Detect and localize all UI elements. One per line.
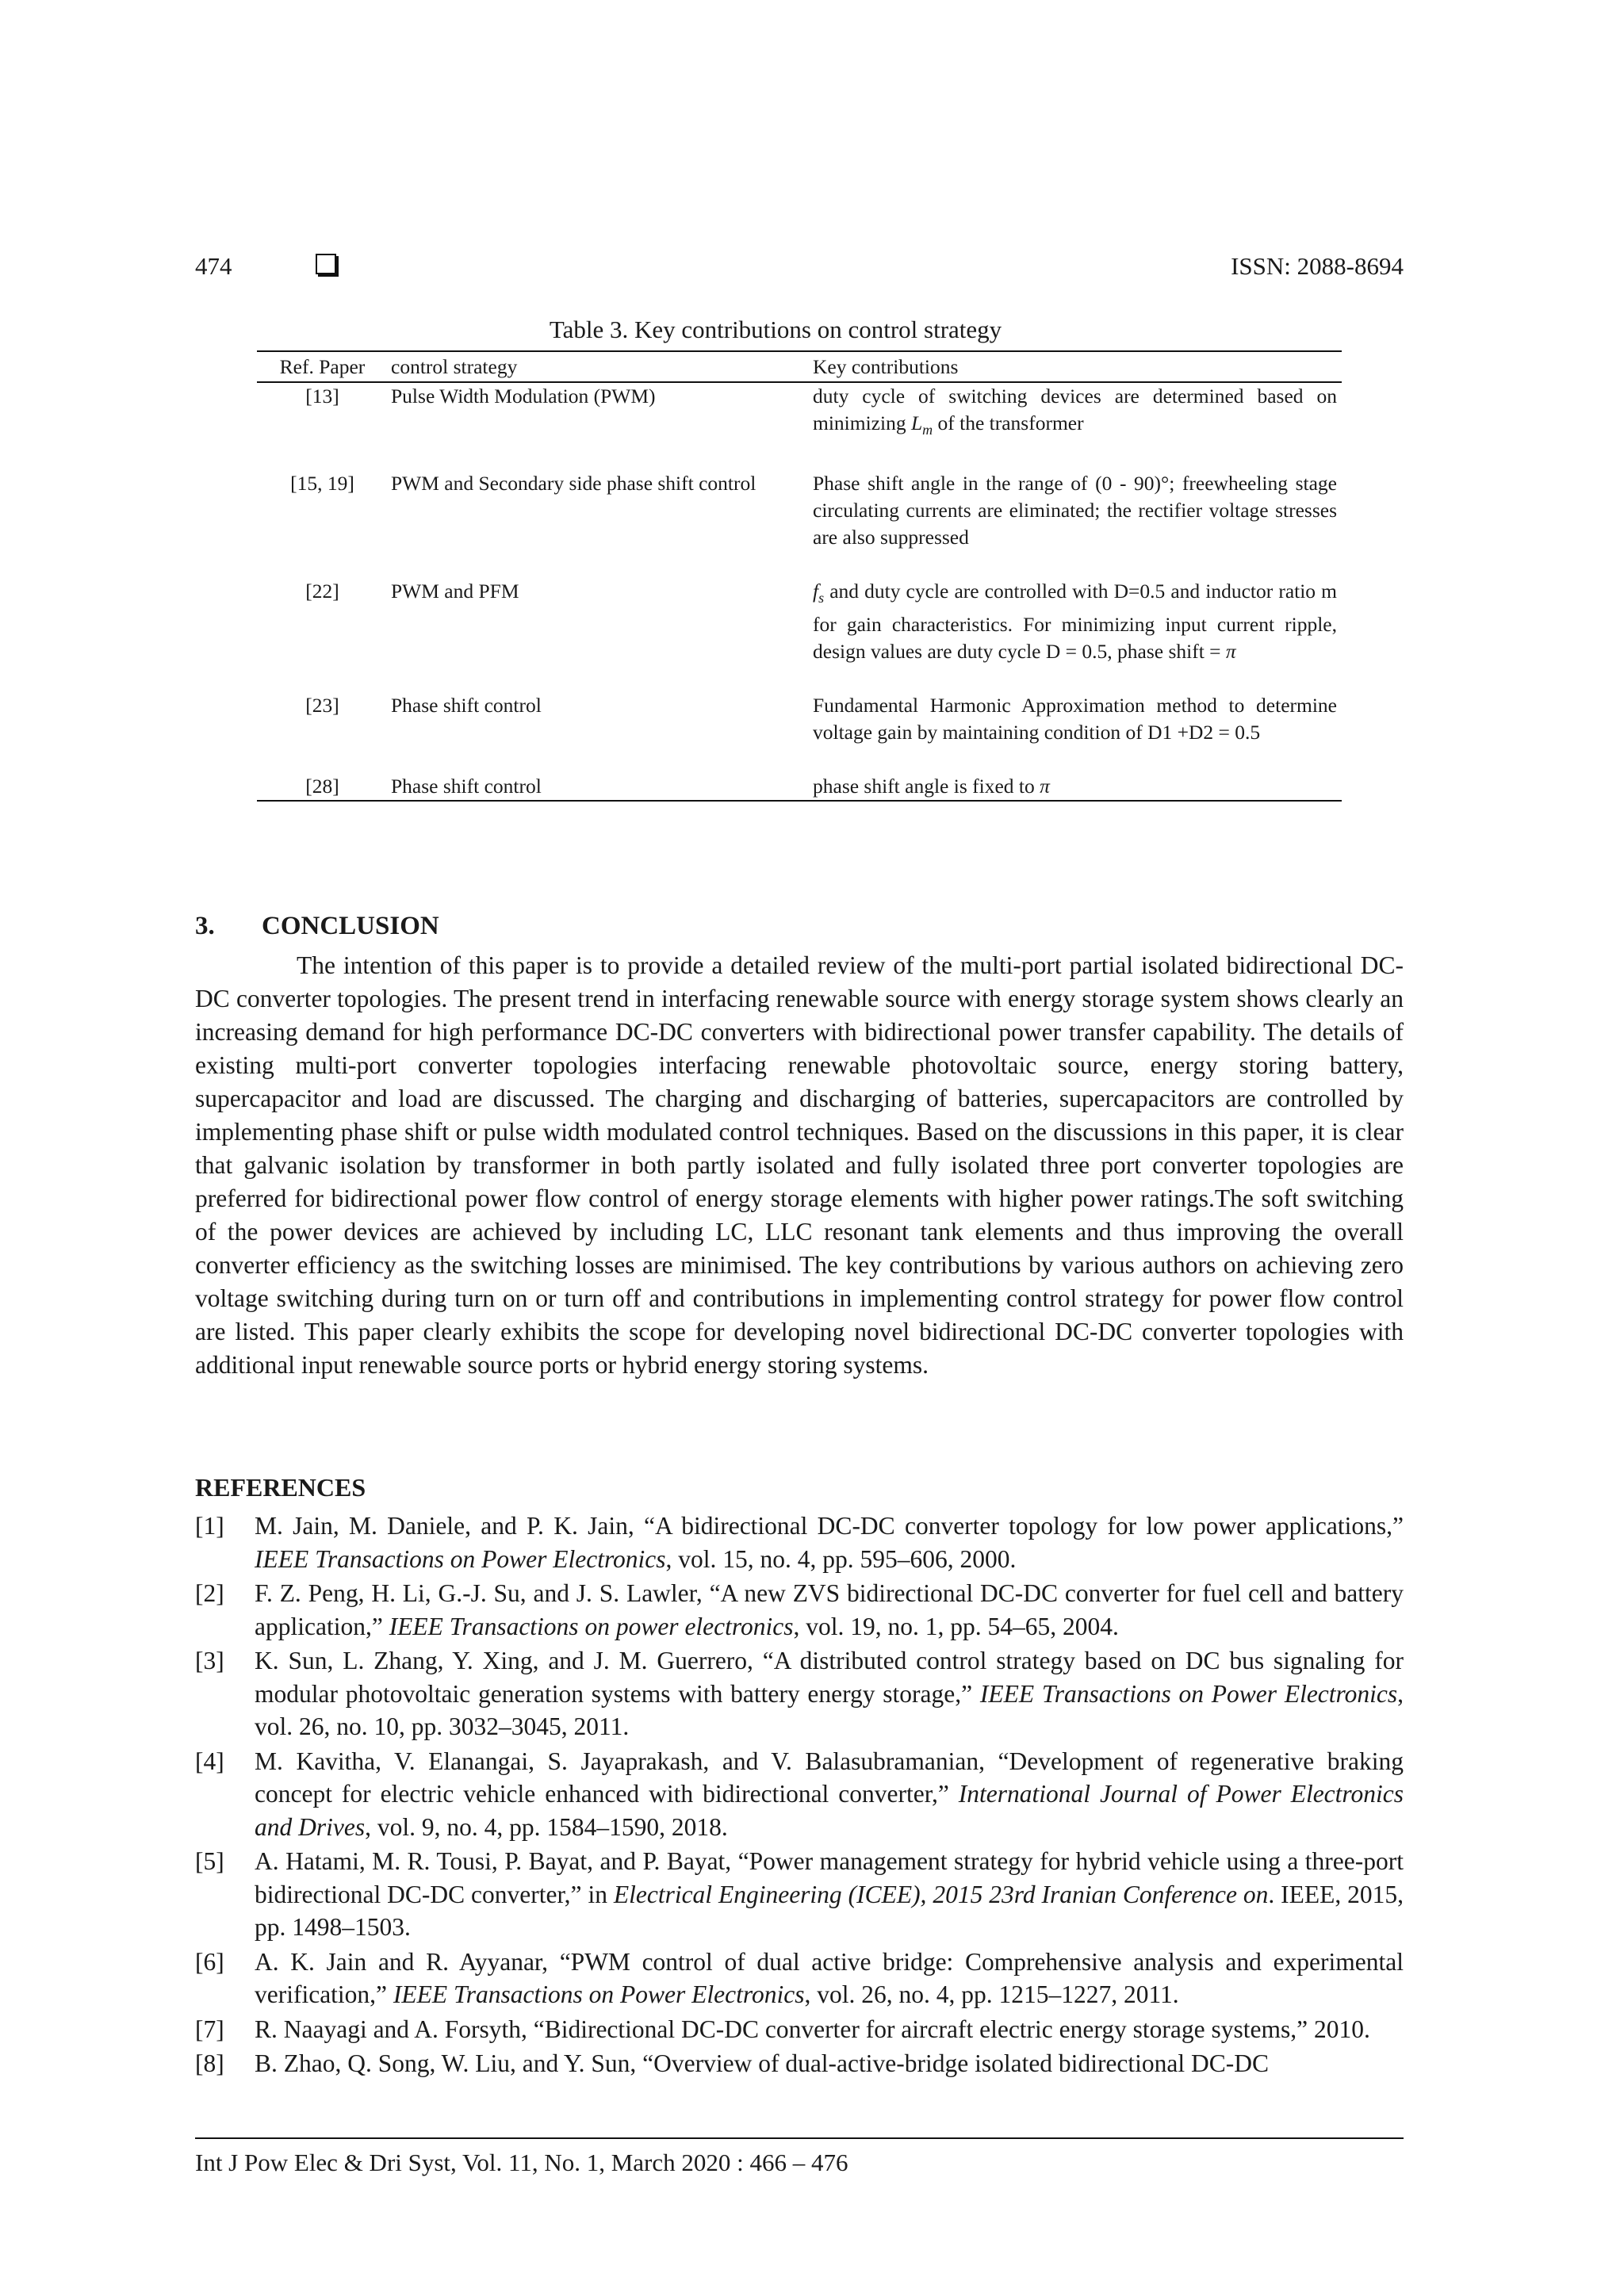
table-row xyxy=(257,382,1342,443)
section-number: 3. xyxy=(195,912,215,940)
conclusion-heading xyxy=(195,912,439,941)
reference-number: [5] xyxy=(195,1847,224,1875)
reference-number: [1] xyxy=(195,1512,224,1540)
table-caption: Table 3. Key contributions on control strategy xyxy=(549,316,1002,343)
page-footer: Int J Pow Elec & Dri Syst, Vol. 11, No. 1, March 2020 : 466 – 476 xyxy=(195,2149,848,2176)
cell-contribution: Fundamental Harmonic Approximation method to determine voltage gain by maintaining condition of D1 +D2 = 0.5 xyxy=(813,694,1337,744)
table-row xyxy=(257,470,1342,551)
table-header-row xyxy=(257,351,1342,382)
cell-contribution: phase shift angle is fixed to π xyxy=(813,773,1342,801)
conclusion-paragraph: The intention of this paper is to provide a detailed review of the multi-port partial isolated bidirectional DC-DC converter topologies. The present trend in interfacing renewable source with energy storage system shows clearly an increasing demand for high performance DC-DC converters with bidirectional power transfer capability. The details of existing multi-port converter topologies interfacing renewable photovoltaic source, energy storing battery, supercapacitor and load are discussed. The charging and discharging of batteries, supercapacitors are controlled by implementing phase shift or pulse width modulated control techniques. Based on the discussions in this paper, it is clear that galvanic isolation by transformer in both partly isolated and fully isolated three port converter topologies are preferred for bidirectional power flow control of energy storage elements with higher power ratings.The soft switching of the power devices are achieved by including LC, LLC resonant tank elements and thus improving the overall converter efficiency as the switching losses are minimised. The key contributions by various authors on achieving zero voltage switching during turn on or turn off and contributions in implementing control strategy for power flow control are listed. This paper clearly exhibits the scope for developing novel bidirectional DC-DC converter topologies with additional input renewable source ports or hybrid energy storing systems. xyxy=(195,951,1404,1379)
cell-strategy: Phase shift control xyxy=(391,694,542,718)
cell-ref: [23] xyxy=(305,694,339,718)
reference-number: [6] xyxy=(195,1947,224,1976)
reference-item: [8] B. Zhao, Q. Song, W. Liu, and Y. Sun, “Overview of dual-active-bridge isolated bidirectional DC-DC xyxy=(195,2047,1404,2080)
square-bullet-icon xyxy=(316,254,336,274)
column-header-ref: Ref. Paper xyxy=(257,351,388,382)
issn: ISSN: 2088-8694 xyxy=(1231,252,1404,280)
reference-number: [2] xyxy=(195,1579,224,1607)
cell-ref: [15, 19] xyxy=(290,472,354,496)
table-row xyxy=(257,773,1342,801)
reference-number: [7] xyxy=(195,2015,224,2043)
column-header-contributions: Key contributions xyxy=(813,351,1342,382)
reference-item: [4] M. Kavitha, V. Elanangai, S. Jayaprakash, and V. Balasubramanian, “Development of regenerative braking concept for electric vehicle enhanced with bidirectional converter,” International Journal of Power Electronics and Drives, vol. 9, no. 4, pp. 1584–1590, 2018. xyxy=(195,1745,1404,1844)
cell-ref: [13] xyxy=(305,385,339,408)
page-header xyxy=(195,252,1404,287)
reference-number: [8] xyxy=(195,2049,224,2077)
reference-item: [1] M. Jain, M. Daniele, and P. K. Jain, “A bidirectional DC-DC converter topology for low power applications,” IEEE Transactions on Power Electronics, vol. 15, no. 4, pp. 595–606, 2000. xyxy=(195,1510,1404,1575)
cell-strategy: PWM and PFM xyxy=(391,580,519,603)
cell-strategy: PWM and Secondary side phase shift control xyxy=(391,472,756,496)
cell-strategy: Pulse Width Modulation (PWM) xyxy=(391,385,656,408)
cell-contribution: $f_s$ and duty cycle are controlled with D=0.5 and inductor ratio m for gain characteristics. For minimizing input current ripple, design values are duty cycle D = 0.5, phase shift = π xyxy=(813,580,1337,664)
contributions-table xyxy=(257,316,1342,802)
cell-ref: [28] xyxy=(257,773,388,801)
reference-item: [2] F. Z. Peng, H. Li, G.-J. Su, and J. S. Lawler, “A new ZVS bidirectional DC-DC converter for fuel cell and battery application,” IEEE Transactions on power electronics, vol. 19, no. 1, pp. 54–65, 2004. xyxy=(195,1577,1404,1643)
section-title: CONCLUSION xyxy=(262,912,439,940)
page-number: 474 xyxy=(195,252,232,280)
reference-number: [3] xyxy=(195,1647,224,1674)
reference-item: [5] A. Hatami, M. R. Tousi, P. Bayat, and P. Bayat, “Power management strategy for hybrid vehicle using a three-port bidirectional DC-DC converter,” in Electrical Engineering (ICEE), 2015 23rd Iranian Conference on. IEEE, 2015, pp. 1498–1503. xyxy=(195,1845,1404,1944)
reference-item: [3] K. Sun, L. Zhang, Y. Xing, and J. M. Guerrero, “A distributed control strategy based on DC bus signaling for modular photovoltaic generation systems with battery energy storage,” IEEE Transactions on Power Electronics, vol. 26, no. 10, pp. 3032–3045, 2011. xyxy=(195,1644,1404,1743)
table-row xyxy=(257,578,1342,665)
table-row xyxy=(257,692,1342,746)
cell-strategy: Phase shift control xyxy=(388,773,813,801)
cell-contribution: duty cycle of switching devices are determined based on minimizing $L_m$ of the transformer xyxy=(813,385,1337,438)
cell-contribution: Phase shift angle in the range of (0 - 90)°; freewheeling stage circulating currents are eliminated; the rectifier voltage stresses are also suppressed xyxy=(813,472,1337,549)
references-heading: REFERENCES xyxy=(195,1473,366,1502)
reference-list xyxy=(195,1510,1404,2082)
column-header-strategy: control strategy xyxy=(388,351,813,382)
reference-number: [4] xyxy=(195,1747,224,1775)
reference-item: [7] R. Naayagi and A. Forsyth, “Bidirectional DC-DC converter for aircraft electric energy storage systems,” 2010. xyxy=(195,2013,1404,2046)
reference-item: [6] A. K. Jain and R. Ayyanar, “PWM control of dual active bridge: Comprehensive analysis and experimental verification,” IEEE Transactions on Power Electronics, vol. 26, no. 4, pp. 1215–1227, 2011. xyxy=(195,1946,1404,2011)
footer-rule xyxy=(195,2137,1404,2139)
cell-ref: [22] xyxy=(305,580,339,603)
